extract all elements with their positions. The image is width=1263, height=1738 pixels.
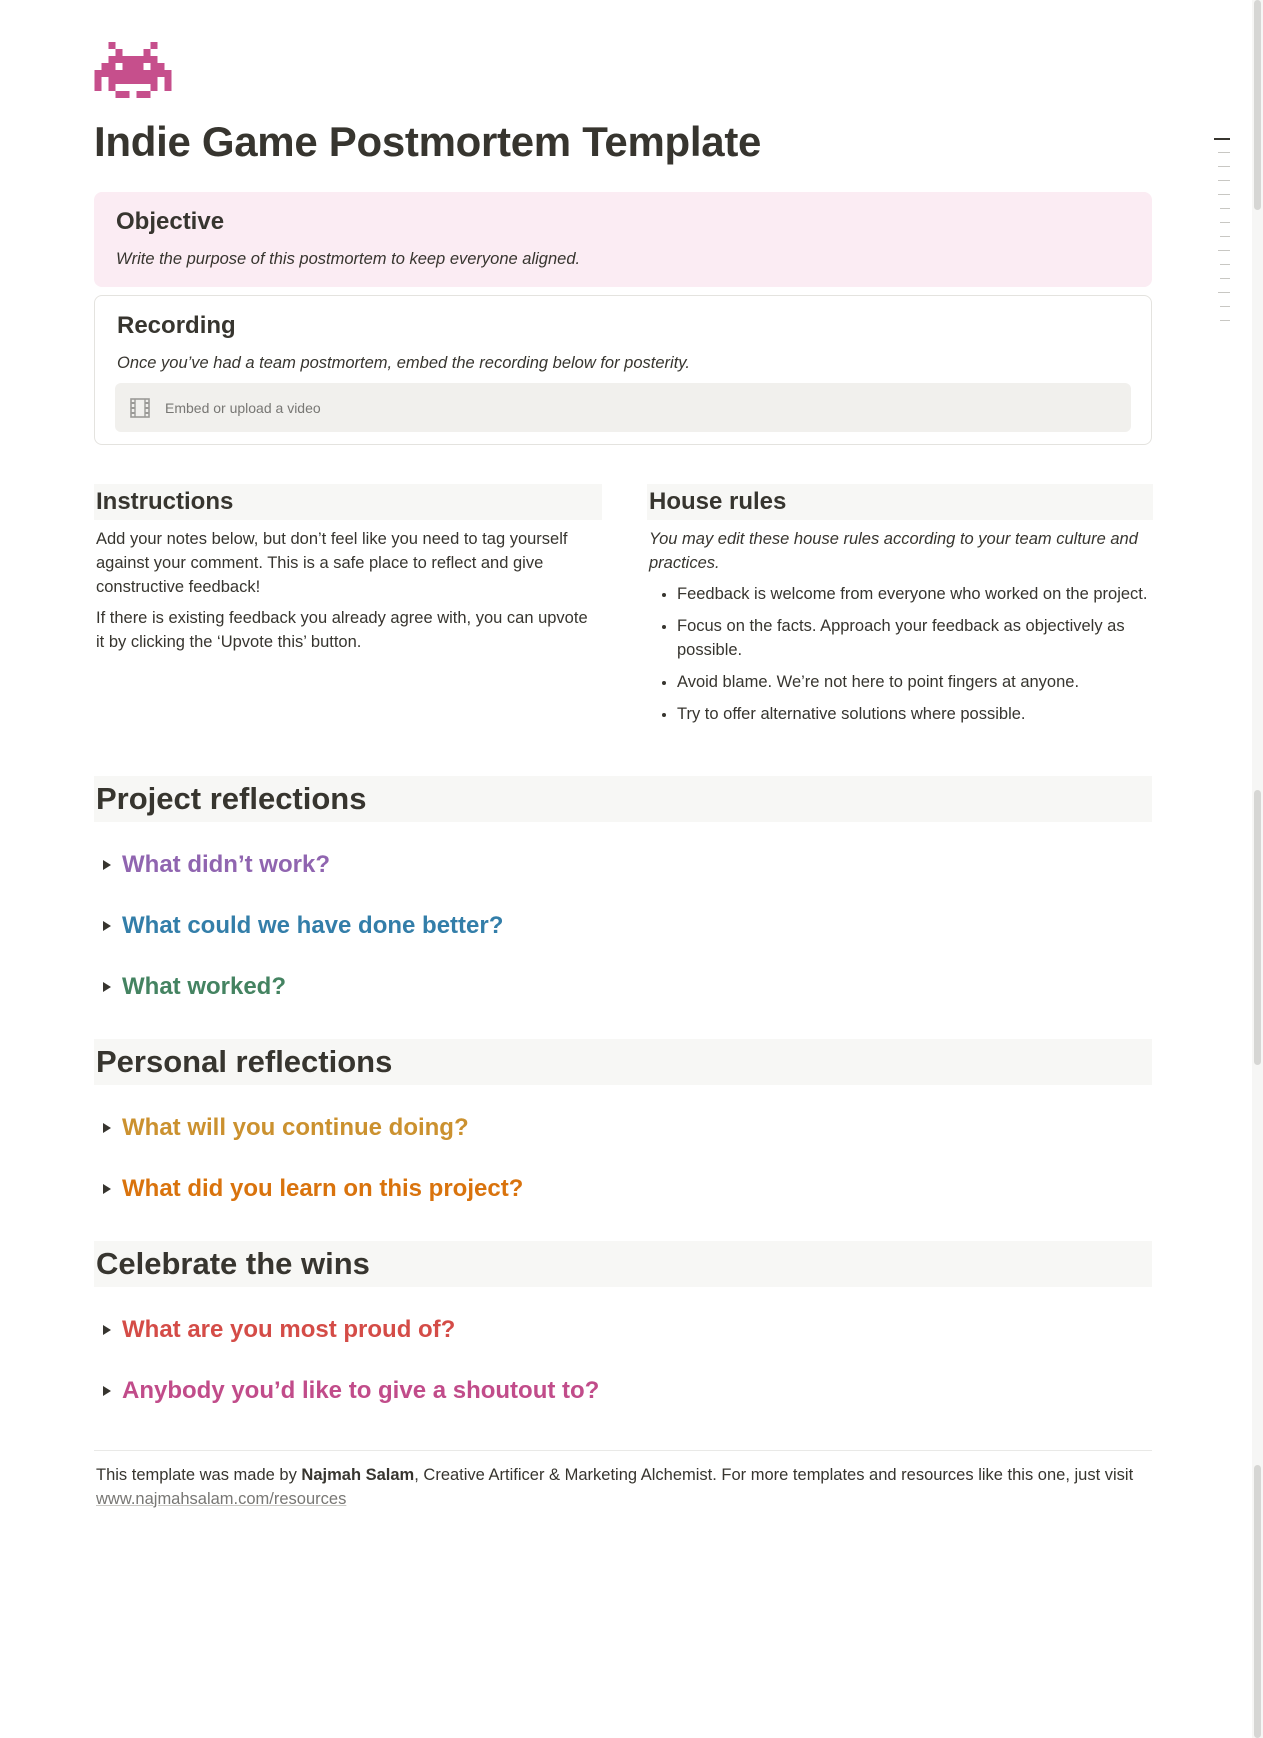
instructions-paragraph[interactable]: If there is existing feedback you already agree with, you can upvote it by clicking the ‘Upvote this’ button. bbox=[96, 609, 588, 651]
toggle-triangle-icon[interactable] bbox=[103, 860, 111, 870]
footer-prefix: This template was made by bbox=[96, 1466, 302, 1484]
house-rule-item[interactable]: • Avoid blame. We’re not here to point fingers at anyone. bbox=[677, 670, 1153, 694]
recording-text[interactable]: Once you’ve had a team postmortem, embed the recording below for posterity. bbox=[117, 354, 690, 372]
toc-line[interactable] bbox=[1220, 264, 1230, 265]
page-title: Indie Game Postmortem Template bbox=[94, 118, 762, 165]
recording-callout bbox=[94, 295, 1152, 445]
scrollbar-thumb[interactable] bbox=[1254, 0, 1261, 210]
section-heading-celebrate-the-wins: Celebrate the wins bbox=[94, 1241, 1152, 1287]
footer-suffix: , Creative Artificer & Marketing Alchemist. For more templates and resources like this one, just visit bbox=[414, 1466, 1134, 1484]
toc-line[interactable] bbox=[1218, 180, 1230, 181]
scrollbar[interactable] bbox=[1252, 0, 1263, 1738]
toc-line[interactable] bbox=[1220, 320, 1230, 321]
toggle-label: What worked? bbox=[122, 973, 287, 1000]
objective-heading: Objective bbox=[116, 208, 225, 235]
toggle-what-will-you-continue-doing[interactable] bbox=[94, 1109, 469, 1147]
toggle-label: What will you continue doing? bbox=[122, 1114, 469, 1141]
toc-line[interactable] bbox=[1220, 306, 1230, 307]
instructions-column bbox=[94, 484, 602, 654]
house-rule-item[interactable]: • Focus on the facts. Approach your feedback as objectively as possible. bbox=[677, 614, 1153, 662]
scrollbar-thumb[interactable] bbox=[1254, 790, 1261, 1065]
recording-heading: Recording bbox=[117, 312, 236, 339]
toggle-triangle-icon[interactable] bbox=[103, 982, 111, 992]
toggle-what-are-you-most-proud-of[interactable] bbox=[94, 1311, 455, 1349]
objective-callout bbox=[94, 192, 1152, 287]
toc-line[interactable] bbox=[1220, 222, 1230, 223]
footer-link[interactable]: www.najmahsalam.com/resources bbox=[96, 1490, 347, 1508]
footer-author: Najmah Salam bbox=[301, 1466, 415, 1484]
scrollbar-thumb[interactable] bbox=[1254, 1465, 1261, 1738]
toggle-triangle-icon[interactable] bbox=[103, 921, 111, 931]
toggle-what-didnt-work[interactable] bbox=[94, 846, 330, 884]
house-rules-list bbox=[647, 582, 1153, 726]
house-rules-intro[interactable]: You may edit these house rules according to your team culture and practices. bbox=[649, 530, 1138, 572]
house-rule-item[interactable]: • Feedback is welcome from everyone who worked on the project. bbox=[677, 582, 1153, 606]
section-heading-project-reflections: Project reflections bbox=[94, 776, 1152, 822]
toggle-triangle-icon[interactable] bbox=[103, 1386, 111, 1396]
footer-credit bbox=[96, 1463, 1152, 1511]
toc-line[interactable] bbox=[1218, 250, 1230, 251]
toc-line[interactable] bbox=[1218, 292, 1230, 293]
embed-video-button[interactable] bbox=[115, 383, 1131, 432]
toggle-label: What did you learn on this project? bbox=[122, 1175, 524, 1202]
toc-line[interactable] bbox=[1220, 236, 1230, 237]
toc-line[interactable] bbox=[1218, 152, 1230, 153]
house-rule-item[interactable]: • Try to offer alternative solutions where possible. bbox=[677, 702, 1153, 726]
instructions-paragraph[interactable]: Add your notes below, but don’t feel like you need to tag yourself against your comment. This is a safe place to reflect and give constructive feedback! bbox=[96, 530, 568, 596]
toc-line[interactable] bbox=[1218, 166, 1230, 167]
film-icon bbox=[129, 397, 151, 419]
toggle-triangle-icon[interactable] bbox=[103, 1325, 111, 1335]
toggle-what-could-we-have-done-better[interactable] bbox=[94, 907, 503, 945]
toc-line[interactable] bbox=[1220, 208, 1230, 209]
toggle-label: What could we have done better? bbox=[122, 912, 504, 939]
toggle-shoutout[interactable] bbox=[94, 1372, 599, 1410]
space-invader-icon[interactable] bbox=[94, 42, 172, 98]
toggle-triangle-icon[interactable] bbox=[103, 1184, 111, 1194]
toc-line[interactable] bbox=[1218, 194, 1230, 195]
toggle-label: What are you most proud of? bbox=[122, 1316, 456, 1343]
toggle-label: Anybody you’d like to give a shoutout to? bbox=[122, 1377, 600, 1404]
toc-line[interactable] bbox=[1220, 278, 1230, 279]
section-heading-personal-reflections: Personal reflections bbox=[94, 1039, 1152, 1085]
toggle-triangle-icon[interactable] bbox=[103, 1123, 111, 1133]
instructions-heading: Instructions bbox=[94, 484, 602, 520]
toggle-label: What didn’t work? bbox=[122, 851, 330, 878]
toc-line[interactable] bbox=[1214, 138, 1230, 140]
toggle-what-worked[interactable] bbox=[94, 968, 286, 1006]
embed-label: Embed or upload a video bbox=[165, 399, 321, 416]
house-rules-heading: House rules bbox=[647, 484, 1153, 520]
toggle-what-did-you-learn[interactable] bbox=[94, 1170, 523, 1208]
objective-text[interactable]: Write the purpose of this postmortem to keep everyone aligned. bbox=[116, 250, 581, 268]
divider bbox=[94, 1450, 1152, 1451]
house-rules-column bbox=[647, 484, 1153, 734]
